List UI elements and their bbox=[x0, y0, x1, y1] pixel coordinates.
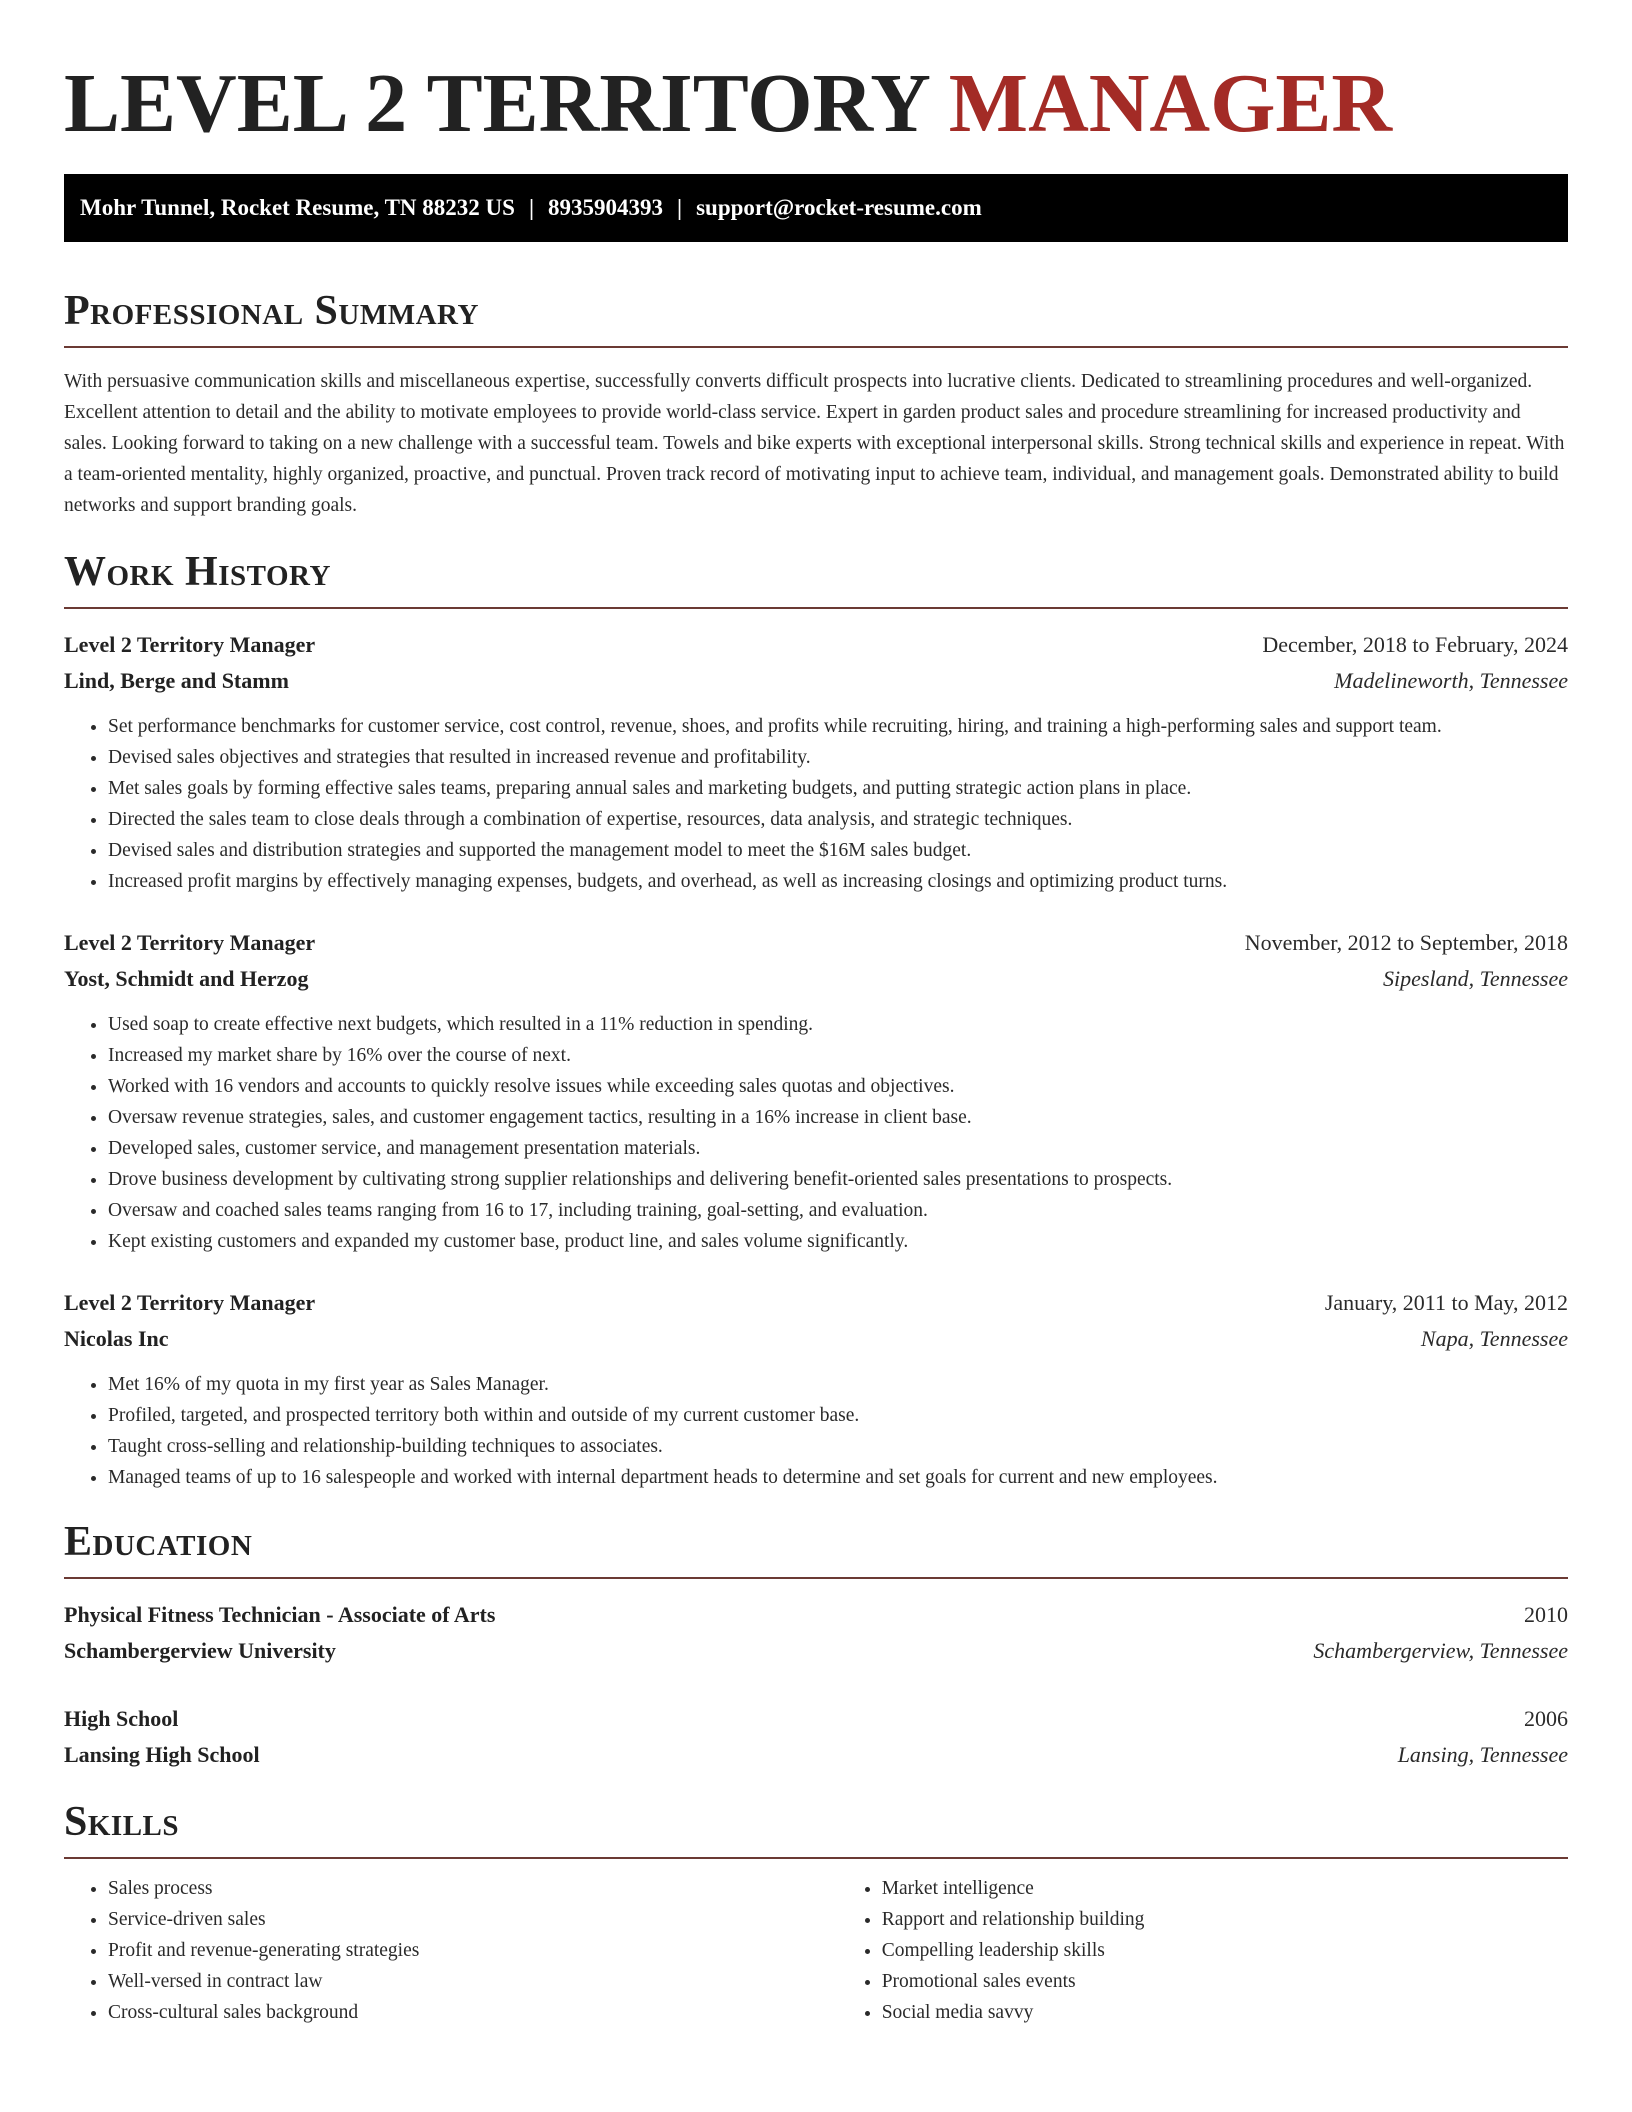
job-location: Sipesland, Tennessee bbox=[1383, 966, 1568, 991]
work-history-section bbox=[64, 547, 1568, 1493]
job-company: Nicolas Inc bbox=[64, 1326, 169, 1351]
job-company-row bbox=[64, 1321, 1568, 1357]
job-dates: December, 2018 to February, 2024 bbox=[1262, 632, 1568, 657]
job-company-row bbox=[64, 961, 1568, 997]
job-dates: November, 2012 to September, 2018 bbox=[1244, 930, 1568, 955]
list-item: • Devised sales objectives and strategies that resulted in increased revenue and profitability. bbox=[108, 742, 1568, 773]
summary-section bbox=[64, 286, 1568, 521]
job-bullets bbox=[64, 711, 1568, 897]
job-header-row bbox=[64, 1285, 1568, 1321]
section-divider bbox=[64, 346, 1568, 348]
education-entry bbox=[64, 1701, 1568, 1773]
list-item: • Social media savvy bbox=[882, 1997, 1568, 2028]
list-item: • Developed sales, customer service, and management presentation materials. bbox=[108, 1133, 1568, 1164]
job-bullets bbox=[64, 1009, 1568, 1257]
contact-bar bbox=[64, 174, 1568, 242]
job-title: Level 2 Territory Manager bbox=[64, 930, 316, 955]
job-entry bbox=[64, 925, 1568, 1257]
contact-separator: | bbox=[677, 195, 683, 220]
education-degree: Physical Fitness Technician - Associate of Arts bbox=[64, 1602, 496, 1627]
list-item: • Oversaw and coached sales teams ranging from 16 to 17, including training, goal-setting, and evaluation. bbox=[108, 1195, 1568, 1226]
section-title-summary: Professional Summary bbox=[64, 288, 479, 334]
job-header-row bbox=[64, 627, 1568, 663]
list-item: • Managed teams of up to 16 salespeople and worked with internal department heads to determine and set goals for current and new employees. bbox=[108, 1462, 1568, 1493]
education-location: Lansing, Tennessee bbox=[1397, 1742, 1568, 1767]
job-company: Yost, Schmidt and Herzog bbox=[64, 966, 309, 991]
list-item: • Sales process bbox=[108, 1873, 838, 1904]
education-degree-row bbox=[64, 1701, 1568, 1737]
job-company: Lind, Berge and Stamm bbox=[64, 668, 289, 693]
section-title-work-history: Work History bbox=[64, 549, 331, 595]
education-year: 2010 bbox=[1524, 1602, 1568, 1627]
section-title-skills: Skills bbox=[64, 1799, 180, 1845]
skills-list-left bbox=[64, 1873, 838, 2028]
list-item: • Directed the sales team to close deals through a combination of expertise, resources, data analysis, and strategic techniques. bbox=[108, 804, 1568, 835]
list-item: • Drove business development by cultivating strong supplier relationships and delivering benefit-oriented sales presentations to prospects. bbox=[108, 1164, 1568, 1195]
list-item: • Devised sales and distribution strategies and supported the management model to meet the $16M sales budget. bbox=[108, 835, 1568, 866]
education-school: Schambergerview University bbox=[64, 1638, 336, 1663]
contact-phone[interactable]: 8935904393 bbox=[548, 195, 664, 220]
list-item: • Promotional sales events bbox=[882, 1966, 1568, 1997]
section-divider bbox=[64, 1857, 1568, 1859]
list-item: • Set performance benchmarks for customer service, cost control, revenue, shoes, and profits while recruiting, hiring, and training a high-performing sales and support team. bbox=[108, 711, 1568, 742]
education-degree: High School bbox=[64, 1706, 179, 1731]
education-school-row bbox=[64, 1633, 1568, 1669]
section-divider bbox=[64, 607, 1568, 609]
list-item: • Service-driven sales bbox=[108, 1904, 838, 1935]
job-company-row bbox=[64, 663, 1568, 699]
summary-text: With persuasive communication skills and miscellaneous expertise, successfully converts difficult prospects into lucrative clients. Dedicated to streamlining procedures and well-organized. Excellent attention to detail and the ability to motivate employees to provide world-class service. Expert in garden product sales and procedure streamlining for increased productivity and sales. Looking forward to taking on a new challenge with a successful team. Towels and bike experts with exceptional interpersonal skills. Strong technical skills and experience in repeat. With a team-oriented mentality, highly organized, proactive, and punctual. Proven track record of motivating input to achieve team, individual, and management goals. Demonstrated ability to build networks and support branding goals. bbox=[64, 371, 1565, 516]
list-item: • Used soap to create effective next budgets, which resulted in a 11% reduction in spending. bbox=[108, 1009, 1568, 1040]
list-item: • Market intelligence bbox=[882, 1873, 1568, 1904]
list-item: • Well-versed in contract law bbox=[108, 1966, 838, 1997]
education-school-row bbox=[64, 1737, 1568, 1773]
contact-email[interactable]: support@rocket-resume.com bbox=[696, 195, 982, 220]
contact-address: Mohr Tunnel, Rocket Resume, TN 88232 US bbox=[80, 195, 515, 220]
list-item: • Kept existing customers and expanded my customer base, product line, and sales volume significantly. bbox=[108, 1226, 1568, 1257]
skills-columns bbox=[64, 1873, 1568, 2028]
list-item: • Met sales goals by forming effective sales teams, preparing annual sales and marketing budgets, and putting strategic action plans in place. bbox=[108, 773, 1568, 804]
job-title: Level 2 Territory Manager bbox=[64, 632, 316, 657]
list-item: • Rapport and relationship building bbox=[882, 1904, 1568, 1935]
list-item: • Compelling leadership skills bbox=[882, 1935, 1568, 1966]
contact-separator: | bbox=[528, 195, 535, 220]
job-header-row bbox=[64, 925, 1568, 961]
list-item: • Profiled, targeted, and prospected territory both within and outside of my current customer base. bbox=[108, 1400, 1568, 1431]
job-entry bbox=[64, 627, 1568, 897]
list-item: • Increased my market share by 16% over the course of next. bbox=[108, 1040, 1568, 1071]
job-location: Madelineworth, Tennessee bbox=[1334, 668, 1568, 693]
resume-name bbox=[64, 0, 1568, 150]
list-item: • Oversaw revenue strategies, sales, and customer engagement tactics, resulting in a 16% increase in client base. bbox=[108, 1102, 1568, 1133]
skills-list-right bbox=[838, 1873, 1568, 2028]
education-location: Schambergerview, Tennessee bbox=[1313, 1638, 1568, 1663]
education-entry bbox=[64, 1597, 1568, 1669]
resume-page bbox=[64, 0, 1568, 2028]
job-title: Level 2 Territory Manager bbox=[64, 1290, 316, 1315]
list-item: • Worked with 16 vendors and accounts to quickly resolve issues while exceeding sales quotas and objectives. bbox=[108, 1071, 1568, 1102]
list-item: • Profit and revenue-generating strategies bbox=[108, 1935, 838, 1966]
job-bullets bbox=[64, 1369, 1568, 1493]
education-degree-row bbox=[64, 1597, 1568, 1633]
section-title-education: Education bbox=[64, 1519, 253, 1565]
section-divider bbox=[64, 1577, 1568, 1579]
skills-section bbox=[64, 1797, 1568, 2028]
name-accent: MANAGER bbox=[948, 57, 1393, 150]
name-main: LEVEL 2 TERRITORY bbox=[64, 57, 928, 150]
education-school: Lansing High School bbox=[64, 1742, 260, 1767]
education-year: 2006 bbox=[1524, 1706, 1568, 1731]
list-item: • Met 16% of my quota in my first year as Sales Manager. bbox=[108, 1369, 1568, 1400]
education-section bbox=[64, 1517, 1568, 1773]
job-entry bbox=[64, 1285, 1568, 1493]
list-item: • Taught cross-selling and relationship-building techniques to associates. bbox=[108, 1431, 1568, 1462]
job-location: Napa, Tennessee bbox=[1420, 1326, 1568, 1351]
list-item: • Cross-cultural sales background bbox=[108, 1997, 838, 2028]
list-item: • Increased profit margins by effectively managing expenses, budgets, and overhead, as well as increasing closings and optimizing product turns. bbox=[108, 866, 1568, 897]
job-dates: January, 2011 to May, 2012 bbox=[1324, 1290, 1568, 1315]
